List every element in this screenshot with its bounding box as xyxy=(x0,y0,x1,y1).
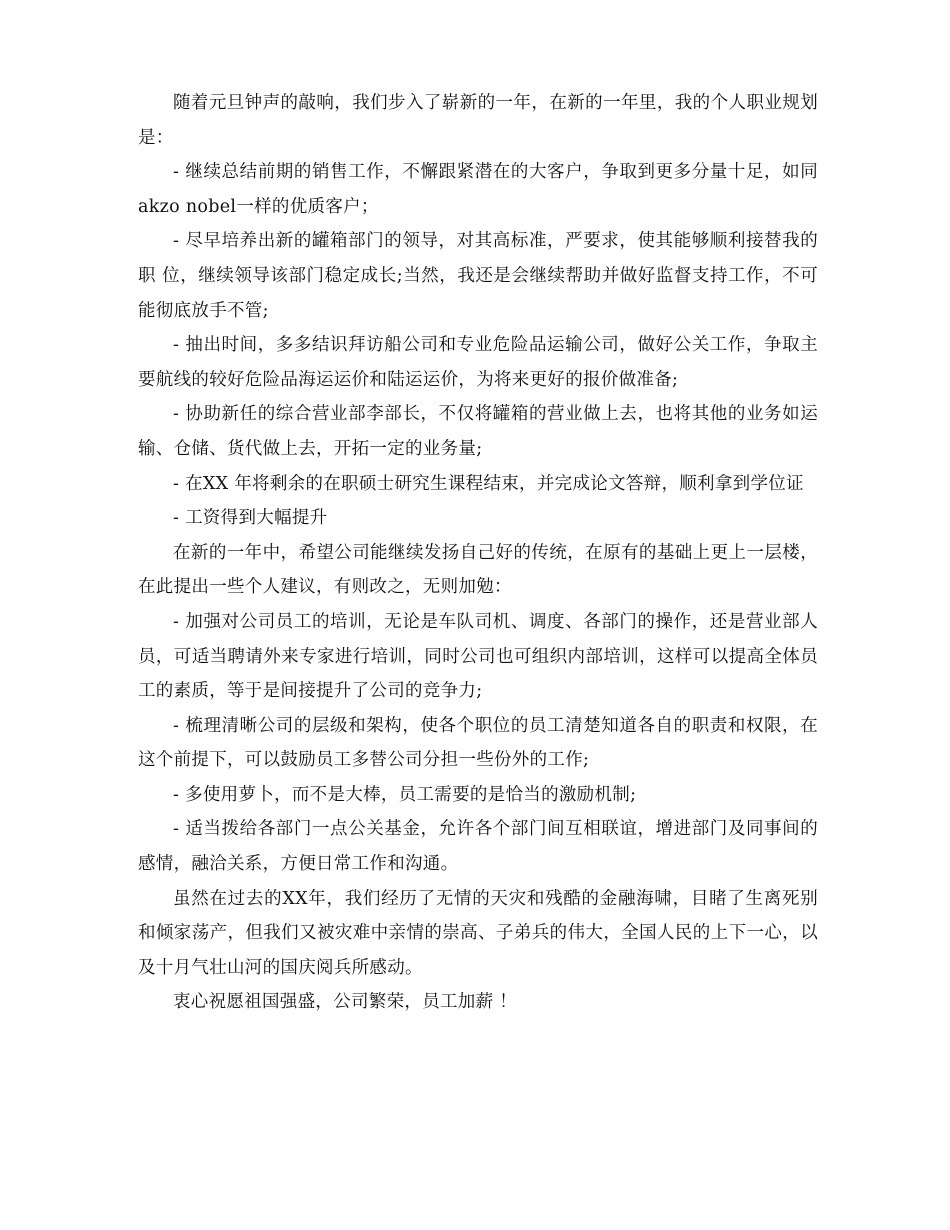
plan-item-public-relations: - 抽出时间，多多结识拜访船公司和专业危险品运输公司，做好公关工作，争取主要航线的较好危险品海运运价和陆运运价，为将来更好的报价做准备; xyxy=(138,335,818,390)
plan-item-leadership: - 尽早培养出新的罐箱部门的领导，对其高标准，严要求，使其能够顺利接替我的职 位，继续领导该部门稳定成长;当然，我还是会继续帮助并做好监督支持工作，不可能彻底放手不管; xyxy=(138,231,818,321)
document-body xyxy=(138,86,818,1020)
plan-item-salary: - 工资得到大幅提升 xyxy=(173,508,328,529)
paragraph-suggestions-intro: 在新的一年中，希望公司能继续发扬自己好的传统，在原有的基础上更上一层楼，在此提出一些个人建议，有则改之，无则加勉： xyxy=(138,542,818,598)
paragraph-reflection: 虽然在过去的XX年，我们经历了无情的天灾和残酷的金融海啸，目睹了生离死别和倾家荡产，但我们又被灾难中亲情的崇高、子弟兵的伟大，全国人民的上下一心，以及十月气壮山河的国庆阅兵所感动。 xyxy=(138,888,818,978)
plan-item-degree: - 在XX 年将剩余的在职硕士研究生课程结束，并完成论文答辩，顺利拿到学位证 xyxy=(173,473,804,494)
suggestion-structure: - 梳理清晰公司的层级和架构，使各个职位的员工清楚知道各自的职责和权限，在这个前提下，可以鼓励员工多替公司分担一些份外的工作; xyxy=(138,715,818,771)
suggestion-training: - 加强对公司员工的培训，无论是车队司机、调度、各部门的操作，还是营业部人员，可适当聘请外来专家进行培训，同时公司也可组织内部培训，这样可以提高全体员工的素质，等于是间接提升了公司的竞争力; xyxy=(138,611,818,702)
plan-item-assist-sales: - 协助新任的综合营业部李部长，不仅将罐箱的营业做上去，也将其他的业务如运输、仓储、货代做上去，开拓一定的业务量; xyxy=(138,404,818,459)
suggestion-pr-fund: - 适当拨给各部门一点公关基金，允许各个部门间互相联谊，增进部门及同事间的感情，融洽关系，方便日常工作和沟通。 xyxy=(138,819,818,875)
paragraph-intro: 随着元旦钟声的敲响，我们步入了崭新的一年，在新的一年里，我的个人职业规划是： xyxy=(138,93,818,148)
paragraph-closing: 衷心祝愿祖国强盛，公司繁荣，员工加薪 ！ xyxy=(173,992,518,1013)
suggestion-incentives: - 多使用萝卜，而不是大棒，员工需要的是恰当的激励机制; xyxy=(173,784,637,805)
plan-item-sales: - 继续总结前期的销售工作，不懈跟紧潜在的大客户，争取到更多分量十足，如同akzo nobel一样的优质客户； xyxy=(138,162,818,217)
